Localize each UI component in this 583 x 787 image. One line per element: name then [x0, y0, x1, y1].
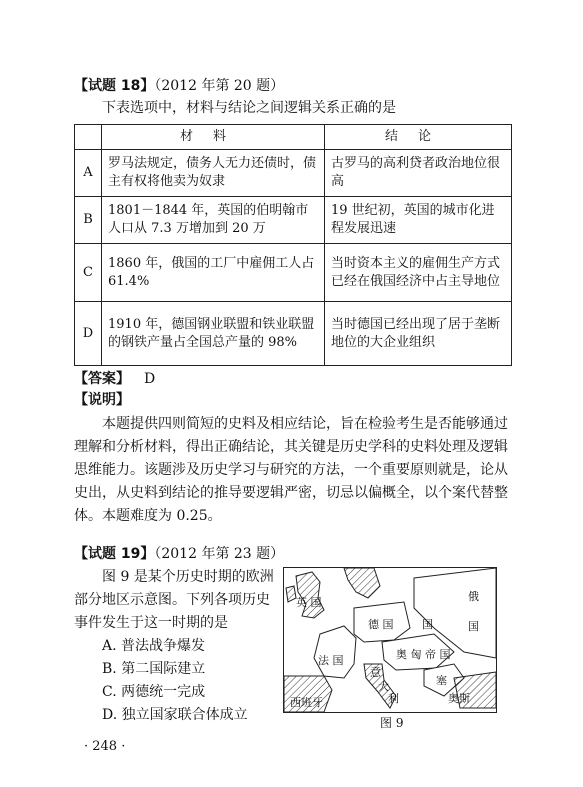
row-material: 1801－1844 年，英国的伯明翰市人口从 7.3 万增加到 20 万: [102, 197, 325, 244]
row-material: 1910 年，德国钢业联盟和铁业联盟的钢铁产量占全国总产量的 98%: [102, 302, 325, 366]
answer-label: 【答案】: [74, 371, 130, 387]
map-label-italy-1: 意: [370, 666, 381, 679]
map-scandinavia: [344, 568, 380, 598]
table-header-row: [75, 125, 512, 150]
q18-prompt: 下表选项中，材料与结论之间逻辑关系正确的是: [102, 100, 396, 116]
map-label-france: 法 国: [318, 654, 344, 667]
row-conclusion: 当时德国已经出现了居于垄断地位的大企业组织: [325, 302, 512, 366]
explain-label-line: [74, 391, 130, 409]
q19-option-d: D. 独立国家联合体成立: [102, 707, 248, 723]
row-conclusion: 19 世纪初，英国的城市化进程发展迅速: [325, 197, 512, 244]
row-option: D: [75, 302, 102, 366]
q18-source: （2012 年第 20 题）: [154, 78, 285, 94]
row-conclusion: 当时资本主义的雇佣生产方式已经在俄国经济中占主导地位: [325, 244, 512, 302]
q19-prompt-line: 事件发生于这一时期的是: [74, 615, 228, 631]
page-number: · 248 ·: [84, 739, 126, 754]
map-label-germany: 德 国: [368, 618, 394, 631]
table-row: [75, 197, 512, 244]
row-option: B: [75, 197, 102, 244]
table-row: [75, 244, 512, 302]
answer-value: D: [144, 371, 156, 387]
map-caption: 图 9: [380, 716, 404, 730]
map-label-ottoman: 奥斯: [448, 692, 470, 705]
row-conclusion: 古罗马的高利贷者政治地位很高: [325, 150, 512, 197]
map-label-serbia: 塞: [436, 674, 447, 687]
q19-prompt-line: 图 9 是某个历史时期的欧洲: [102, 569, 274, 585]
q18-header: [74, 77, 284, 95]
map-label-germany-2: 国: [422, 618, 433, 631]
map-label-russia: 俄: [468, 590, 479, 603]
q19-label: 【试题 19】: [74, 546, 155, 562]
q19-option-a: A. 普法战争爆发: [102, 638, 206, 654]
q19-prompt-line: 部分地区示意图。下列各项历史: [74, 592, 270, 608]
answer-line: [74, 370, 155, 388]
table-row: [75, 302, 512, 366]
row-material: 罗马法规定，债务人无力还债时，债主有权将他卖为奴隶: [102, 150, 325, 197]
table-row: [75, 150, 512, 197]
q19-option-b: B. 第二国际建立: [102, 661, 206, 677]
table-header-conclusion: 结论: [325, 125, 512, 150]
map-label-britain: 英 国: [296, 596, 322, 609]
table-header-blank: [75, 125, 102, 150]
explain-paragraph: 本题提供四则简短的史料及相应结论，旨在检验考生是否能够通过理解和分析材料，得出正确结论，其关键是历史学科的史料处理及逻辑思维能力。该题涉及历史学习与研究的方法，一个重要原则就是，论从史出，从史料到结论的推导要逻辑严密，切忌以偏概全，以个案代替整体。本题难度为 0.25。: [74, 416, 508, 524]
q18-label: 【试题 18】: [74, 78, 155, 94]
map-label-italy-2: 大: [378, 680, 389, 693]
row-material: 1860 年，俄国的工厂中雇佣工人占 61.4%: [102, 244, 325, 302]
q19-source: （2012 年第 23 题）: [154, 546, 285, 562]
europe-map: [283, 567, 497, 713]
row-option: A: [75, 150, 102, 197]
map-label-austria-hungary: 奥 匈 帝 国: [396, 648, 451, 661]
explain-label: 【说明】: [74, 392, 130, 408]
q18-table: [74, 124, 512, 366]
map-ireland: [286, 586, 296, 602]
q19-header: [74, 545, 284, 563]
row-option: C: [75, 244, 102, 302]
map-label-russia-2: 国: [468, 620, 479, 633]
table-header-material: 材料: [102, 125, 325, 150]
map-label-italy-3: 利: [388, 692, 399, 705]
map-label-spain: 西班牙: [290, 696, 323, 709]
q19-prompt: [74, 566, 284, 727]
q19-option-c: C. 两德统一完成: [102, 684, 206, 700]
